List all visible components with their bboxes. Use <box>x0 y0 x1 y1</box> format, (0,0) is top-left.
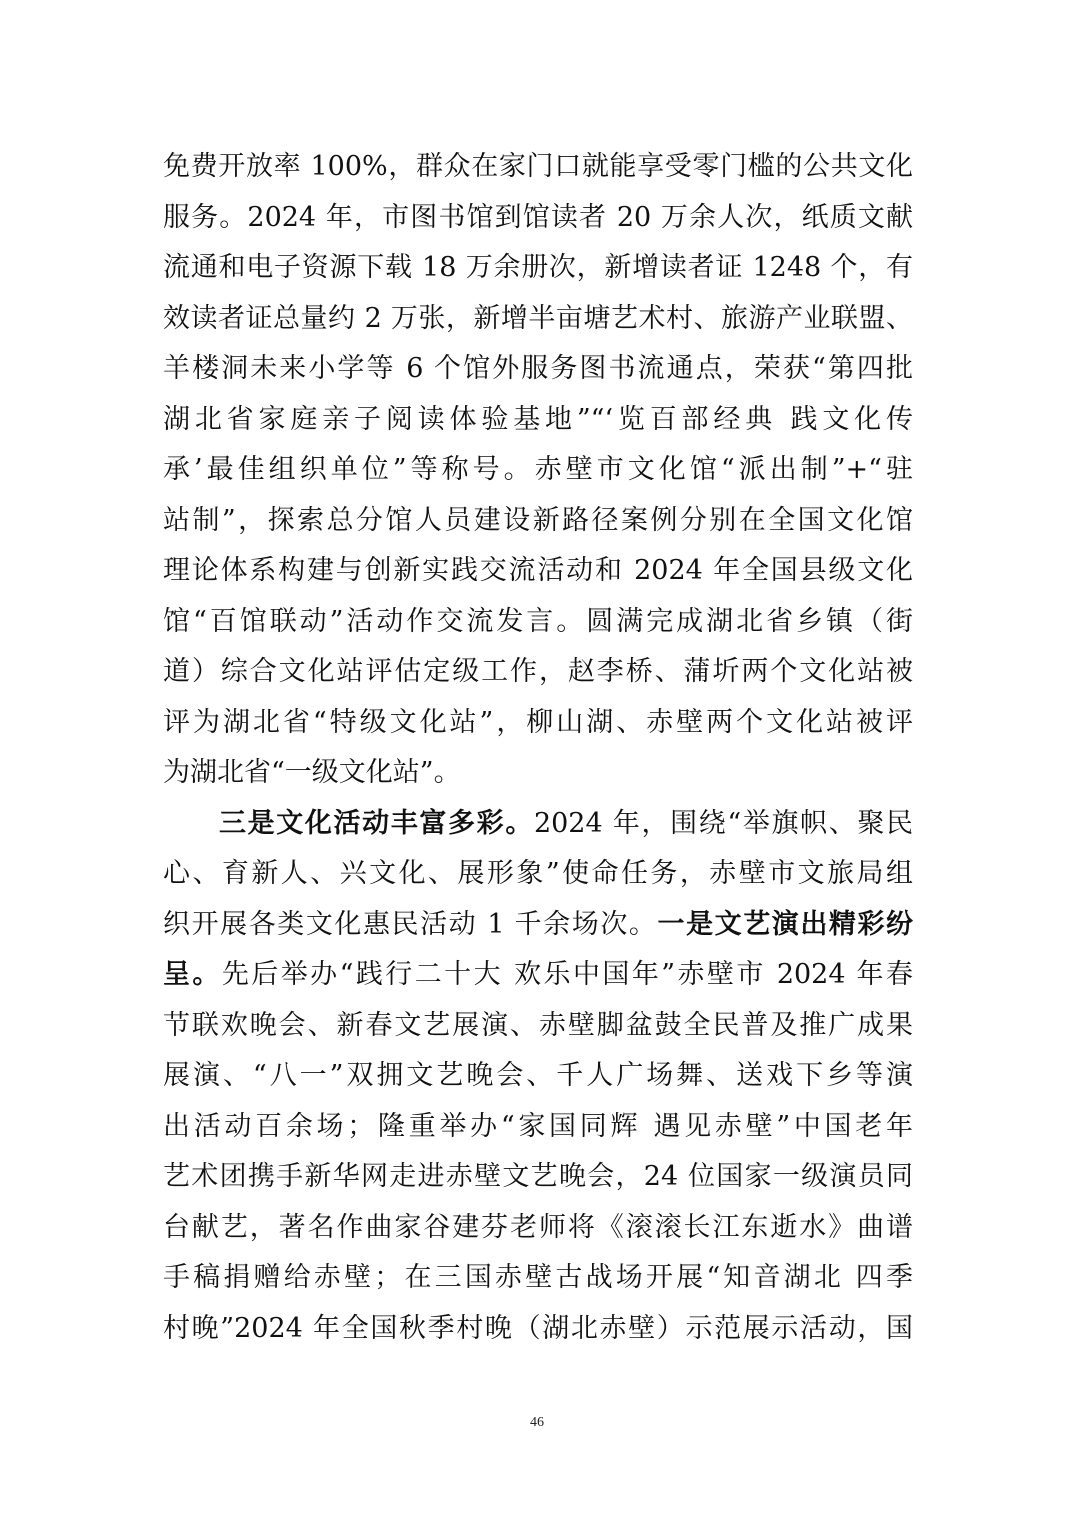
text-line: 站制”，探索总分馆人员建设新路径案例分别在全国文化馆 <box>163 504 913 536</box>
text-line: 心、育新人、兴文化、展形象”使命任务，赤壁市文旅局组 <box>163 858 913 889</box>
text-line: 湖北省家庭亲子阅读体验基地”“‘览百部经典 践文化传 <box>163 403 913 435</box>
text-line <box>163 950 913 1001</box>
text-line: 理论体系构建与创新实践交流活动和 2024 年全国县级文化 <box>163 555 913 586</box>
text-line: 节联欢晚会、新春文艺展演、赤壁脚盆鼓全民普及推广成果 <box>163 1009 913 1041</box>
text-line: 村晚”2024 年全国秋季村晚（湖北赤壁）示范展示活动，国 <box>163 1312 913 1344</box>
subsection-heading: 一是文艺演出精彩纷 <box>657 908 913 940</box>
text-line: 出活动百余场；隆重举办“家国同辉 遇见赤壁”中国老年 <box>163 1110 913 1142</box>
text-line: 馆“百馆联动”活动作交流发言。圆满完成湖北省乡镇（街 <box>163 605 913 637</box>
section-heading: 三是文化活动丰富多彩。 <box>219 807 534 839</box>
text-span: 2024 年，围绕“举旗帜、聚民 <box>533 807 913 839</box>
text-line: 道）综合文化站评估定级工作，赵李桥、蒲圻两个文化站被 <box>163 656 913 687</box>
text-line: 为湖北省“一级文化站”。 <box>163 757 461 788</box>
text-line: 台献艺，著名作曲家谷建芬老师将《滚滚长江东逝水》曲谱 <box>163 1211 913 1243</box>
text-line <box>163 799 913 850</box>
body-text <box>163 142 913 1354</box>
text-line: 展演、“八一”双拥文艺晚会、千人广场舞、送戏下乡等演 <box>163 1060 913 1091</box>
text-line <box>163 900 913 951</box>
text-line: 服务。2024 年，市图书馆到馆读者 20 万余人次，纸质文献 <box>163 201 913 233</box>
text-line: 艺术团携手新华网走进赤壁文艺晚会，24 位国家一级演员同 <box>163 1161 913 1192</box>
text-line: 评为湖北省“特级文化站”，柳山湖、赤壁两个文化站被评 <box>163 706 913 738</box>
text-line: 羊楼洞未来小学等 6 个馆外服务图书流通点，荣获“第四批 <box>163 353 913 384</box>
text-line: 流通和电子资源下载 18 万余册次，新增读者证 1248 个，有 <box>163 252 913 283</box>
text-span: 先后举办“践行二十大 欢乐中国年”赤壁市 2024 年春 <box>221 959 913 990</box>
text-line: 免费开放率 100%，群众在家门口就能享受零门槛的公共文化 <box>163 151 913 182</box>
page-number: 46 <box>530 1415 544 1430</box>
subsection-heading-end: 呈。 <box>163 959 222 990</box>
text-line: 承’最佳组织单位”等称号。赤壁市文化馆“派出制”+“驻 <box>163 454 913 485</box>
text-line: 效读者证总量约 2 万张，新增半亩塘艺术村、旅游产业联盟、 <box>163 302 913 334</box>
text-span: 织开展各类文化惠民活动 1 千余场次。 <box>163 908 658 940</box>
text-line: 手稿捐赠给赤壁；在三国赤壁古战场开展“知音湖北 四季 <box>163 1262 913 1293</box>
